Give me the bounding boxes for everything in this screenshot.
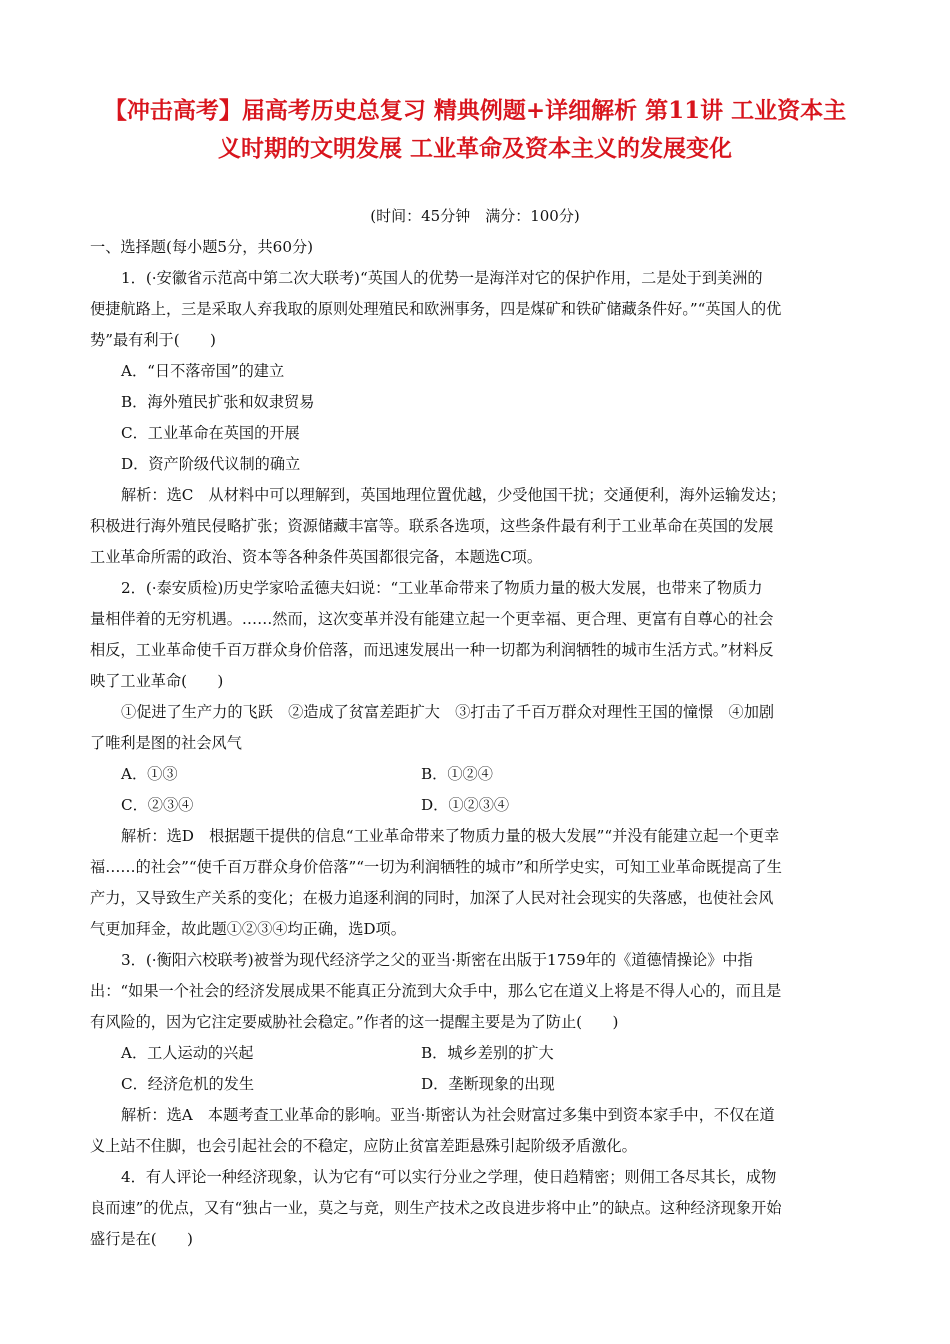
q2-explanation-line: 福……的社会”“使千百万群众身价倍落”“一切为利润牺牲的城市”和所学史实，可知工业革命既提高了生 xyxy=(90,858,782,876)
q2-stem-line: 映了工业革命( ) xyxy=(90,672,224,690)
q1-stem-line: 1．(·安徽省示范高中第二次大联考)“英国人的优势一是海洋对它的保护作用，二是处于到美洲的 xyxy=(121,269,763,287)
title-line-1: 【冲击高考】届高考历史总复习 精典例题+详细解析 第11讲 工业资本主 xyxy=(103,97,847,124)
q1-explanation-line: 积极进行海外殖民侵略扩张；资源储藏丰富等。联系各选项，这些条件最有利于工业革命在英国的发展 xyxy=(90,517,774,535)
q2-explanation-line: 气更加拜金，故此题①②③④均正确，选D项。 xyxy=(90,920,406,938)
q2-statements-line: 了唯利是图的社会风气 xyxy=(90,734,242,752)
q1-option-d: D．资产阶级代议制的确立 xyxy=(121,455,301,473)
q2-option-a: A．①③ xyxy=(121,765,178,783)
document-title xyxy=(60,92,890,168)
q3-stem-line: 3．(·衡阳六校联考)被誉为现代经济学之父的亚当·斯密在出版于1759年的《道德情操论》中指 xyxy=(121,951,753,969)
q1-explanation-line: 工业革命所需的政治、资本等各种条件英国都很完备，本题选C项。 xyxy=(90,548,543,566)
q2-stem-line: 相反，工业革命使千百万群众身价倍落，而迅速发展出一种一切都为利润牺牲的城市生活方式。”材料反 xyxy=(90,641,774,659)
document-body xyxy=(90,232,860,1255)
q3-option-b: B．城乡差别的扩大 xyxy=(421,1044,554,1062)
q2-option-d: D．①②③④ xyxy=(421,796,510,814)
q2-option-b: B．①②④ xyxy=(421,765,493,783)
q3-option-a: A．工人运动的兴起 xyxy=(121,1044,254,1062)
section-heading: 一、选择题(每小题5分，共60分) xyxy=(90,238,314,256)
q3-explanation-line: 解析：选A 本题考查工业革命的影响。亚当·斯密认为社会财富过多集中到资本家手中，不仅在道 xyxy=(121,1106,775,1124)
q1-stem-line: 便捷航路上，三是采取人弃我取的原则处理殖民和欧洲事务，四是煤矿和铁矿储藏条件好。”“英国人的优 xyxy=(90,300,782,318)
title-line-2: 义时期的文明发展 工业革命及资本主义的发展变化 xyxy=(217,135,732,162)
q2-stem-line: 2．(·泰安质检)历史学家哈孟德夫妇说：“工业革命带来了物质力量的极大发展，也带来了物质力 xyxy=(121,579,763,597)
q1-option-a: A．“日不落帝国”的建立 xyxy=(121,362,285,380)
q2-explanation-line: 解析：选D 根据题干提供的信息“工业革命带来了物质力量的极大发展”“并没有能建立起一个更幸 xyxy=(121,827,780,845)
q2-options-row xyxy=(90,790,860,821)
q4-stem-line: 4．有人评论一种经济现象，认为它有“可以实行分业之学理，使日趋精密；则佣工各尽其长，成物 xyxy=(121,1168,777,1186)
q1-option-b: B．海外殖民扩张和奴隶贸易 xyxy=(121,393,315,411)
q2-explanation-line: 产力，又导致生产关系的变化；在极力追逐利润的同时，加深了人民对社会现实的失落感，也使社会风 xyxy=(90,889,774,907)
q1-option-c: C．工业革命在英国的开展 xyxy=(121,424,300,442)
q1-stem-line: 势”最有利于( ) xyxy=(90,331,216,349)
q3-option-d: D．垄断现象的出现 xyxy=(421,1075,555,1093)
q3-options-row xyxy=(90,1038,860,1069)
q4-stem-line: 良而速”的优点，又有“独占一业，莫之与竞，则生产技术之改良进步将中止”的缺点。这种经济现象开始 xyxy=(90,1199,782,1217)
q3-stem-line: 出：“如果一个社会的经济发展成果不能真正分流到大众手中，那么它在道义上将是不得人心的，而且是 xyxy=(90,982,782,1000)
q1-explanation-line: 解析：选C 从材料中可以理解到，英国地理位置优越，少受他国干扰；交通便利，海外运输发达； xyxy=(121,486,786,504)
q3-options-row xyxy=(90,1069,860,1100)
exam-meta: (时间：45分钟 满分：100分) xyxy=(370,207,580,225)
q2-stem-line: 量相伴着的无穷机遇。……然而，这次变革并没有能建立起一个更幸福、更合理、更富有自尊心的社会 xyxy=(90,610,774,628)
q2-statements-line: ①促进了生产力的飞跃 ②造成了贫富差距扩大 ③打击了千百万群众对理性王国的憧憬 ④加剧 xyxy=(121,703,775,721)
q4-stem-line: 盛行是在( ) xyxy=(90,1230,193,1248)
q3-stem-line: 有风险的，因为它注定要威胁社会稳定。”作者的这一提醒主要是为了防止( ) xyxy=(90,1013,619,1031)
q2-option-c: C．②③④ xyxy=(121,796,194,814)
q3-option-c: C．经济危机的发生 xyxy=(121,1075,255,1093)
q2-options-row xyxy=(90,759,860,790)
q3-explanation-line: 义上站不住脚，也会引起社会的不稳定，应防止贫富差距悬殊引起阶级矛盾激化。 xyxy=(90,1137,637,1155)
